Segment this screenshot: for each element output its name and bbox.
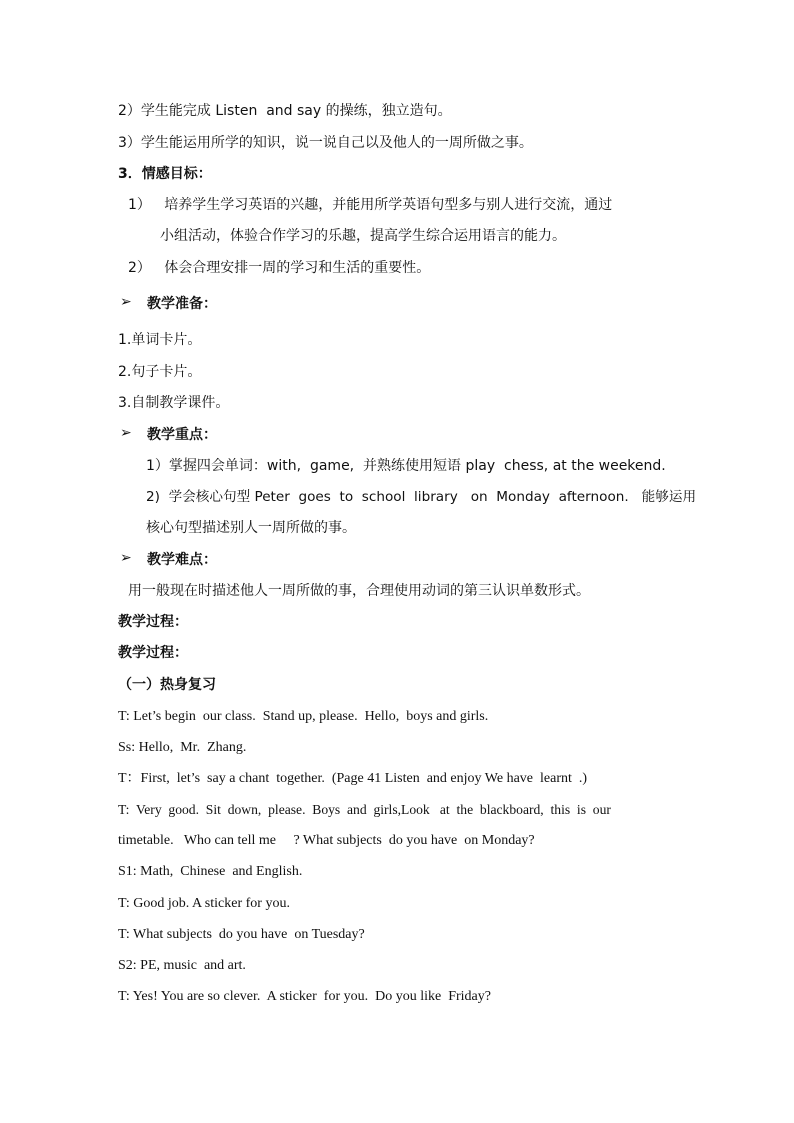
dialogue-line-2: Ss: Hello, Mr. Zhang. xyxy=(118,740,247,755)
key-point-2-line-a: 2) 学会核心句型 Peter goes to school library on Monday afternoon. 能够运用 xyxy=(146,489,697,505)
prep-item-2: 2.句子卡片。 xyxy=(118,364,202,380)
dialogue-line-4b: timetable. Who can tell me ? What subjects do you have on Monday? xyxy=(118,833,535,848)
dialogue-line-6: T: Good job. A sticker for you. xyxy=(118,896,290,911)
section-heading-key-points: 教学重点： xyxy=(147,427,217,443)
process-heading-2: 教学过程： xyxy=(118,645,188,661)
dialogue-line-1: T: Let’s begin our class. Stand up, please. Hello, boys and girls. xyxy=(118,709,489,724)
dialogue-line-9: T: Yes! You are so clever. A sticker for you. Do you like Friday? xyxy=(118,989,491,1004)
emotional-goal-1-line-a: 1） 培养学生学习英语的兴趣，并能用所学英语句型多与别人进行交流，通过 xyxy=(128,197,613,213)
dialogue-line-7: T: What subjects do you have on Tuesday? xyxy=(118,927,365,942)
dialogue-line-8: S2: PE, music and art. xyxy=(118,958,246,973)
dialogue-line-4a: T: Very good. Sit down, please. Boys and girls,Look at the blackboard, this is our xyxy=(118,802,611,817)
section-heading-preparation: 教学准备： xyxy=(147,296,217,312)
difficulty-text: 用一般现在时描述他人一周所做的事，合理使用动词的第三认识单数形式。 xyxy=(128,583,590,599)
step-warm-up-heading: （一）热身复习 xyxy=(118,677,216,693)
arrow-right-bullet-icon: ➢ xyxy=(120,294,132,310)
objective-line-2: 2）学生能完成 Listen and say 的操练，独立造句。 xyxy=(118,103,452,119)
dialogue-line-5: S1: Math, Chinese and English. xyxy=(118,864,303,879)
emotional-goal-1-line-b: 小组活动，体验合作学习的乐趣，提高学生综合运用语言的能力。 xyxy=(160,228,566,244)
key-point-2-line-b: 核心句型描述别人一周所做的事。 xyxy=(146,520,356,536)
process-heading-1: 教学过程： xyxy=(118,614,188,630)
dialogue-line-3: T：First, let’s say a chant together. (Page 41 Listen and enjoy We have learnt .) xyxy=(118,771,588,786)
prep-item-3: 3.自制教学课件。 xyxy=(118,395,230,411)
emotional-goal-heading: 3．情感目标： xyxy=(118,166,212,182)
objective-line-3: 3）学生能运用所学的知识，说一说自己以及他人的一周所做之事。 xyxy=(118,135,533,151)
arrow-right-bullet-icon: ➢ xyxy=(120,425,132,441)
key-point-1: 1）掌握四会单词：with, game, 并熟练使用短语 play chess, at the weekend. xyxy=(146,458,666,474)
emotional-goal-2: 2） 体会合理安排一周的学习和生活的重要性。 xyxy=(128,260,431,276)
section-heading-difficulties: 教学难点： xyxy=(147,552,217,568)
arrow-right-bullet-icon: ➢ xyxy=(120,550,132,566)
prep-item-1: 1.单词卡片。 xyxy=(118,332,202,348)
